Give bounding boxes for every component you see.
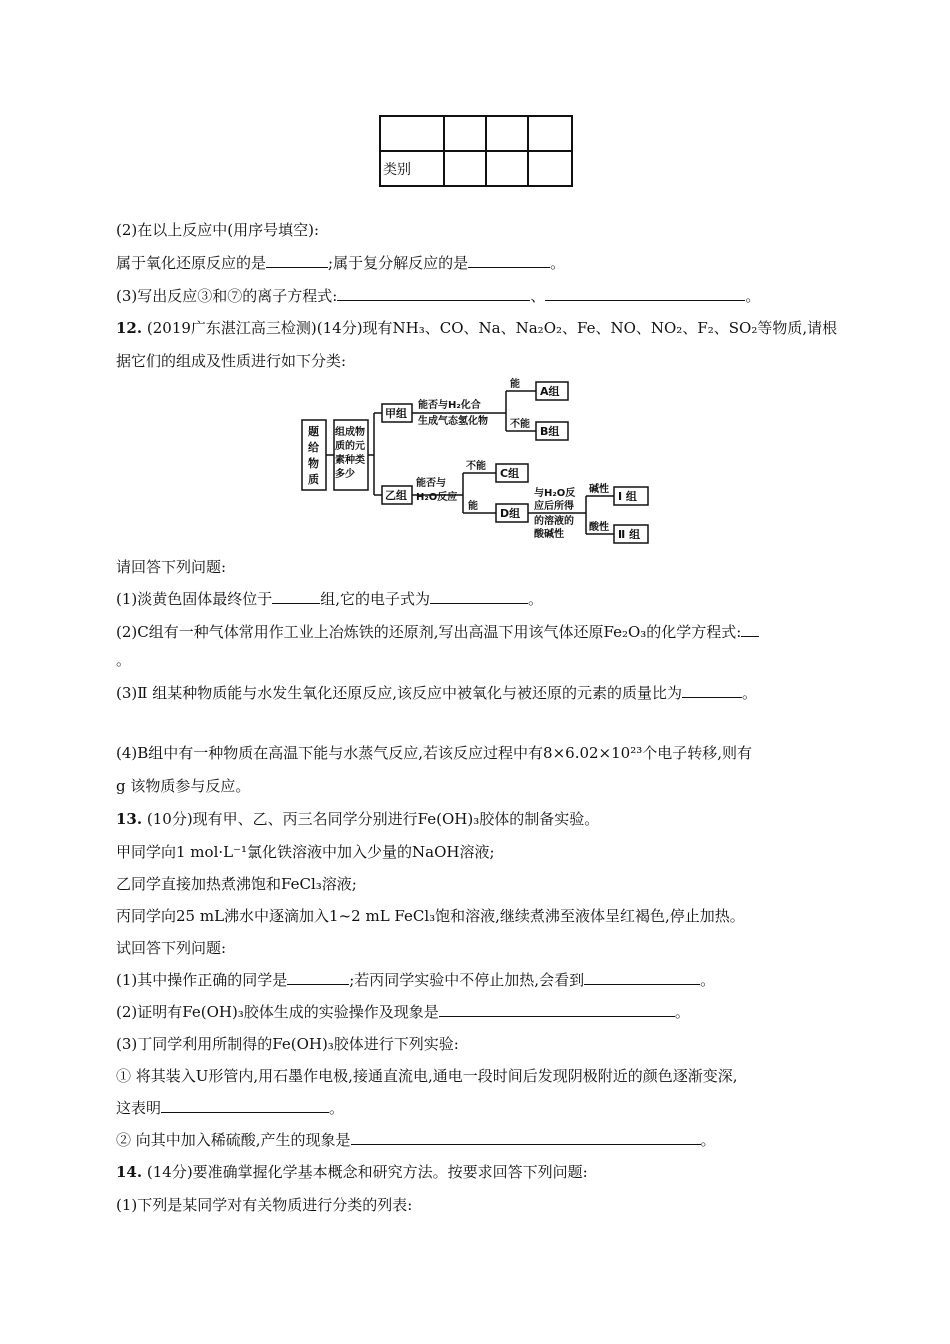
question-number: 13.: [116, 810, 143, 828]
table-cell: [380, 116, 444, 151]
q12-sub2-end: 。: [116, 651, 132, 669]
branch-yes: 能: [510, 379, 520, 390]
q13-sub2: (2)证明有Fe(OH)₃胶体生成的实验操作及现象是 。: [116, 1003, 690, 1021]
q13-stem: 13. (10分)现有甲、乙、丙三名同学分别进行Fe(OH)₃胶体的制备实验。: [116, 810, 600, 828]
q12-sub3: (3)Ⅱ 组某种物质能与水发生氧化还原反应,该反应中被氧化与被还原的元素的质量比为 。: [116, 684, 757, 702]
q13-sub3: (3)丁同学利用所制得的Fe(OH)₃胶体进行下列实验:: [116, 1035, 459, 1053]
q12-prompt: 请回答下列问题:: [116, 558, 227, 576]
q11-part2-answer: 属于氧化还原反应的是 ;属于复分解反应的是 。: [116, 254, 566, 272]
branch-basic: 碱性: [589, 484, 609, 495]
q13-prompt: 试回答下列问题:: [116, 939, 227, 957]
branch-no: 不能: [466, 461, 486, 472]
criterion-text: 素种类: [335, 455, 365, 466]
criterion-text: 组成物: [335, 427, 365, 438]
answer-blank[interactable]: [351, 1130, 701, 1145]
group-1-label: Ⅰ 组: [618, 490, 637, 503]
table-cell-category: 类别: [380, 151, 444, 186]
answer-blank[interactable]: [337, 286, 530, 301]
criterion-text: 多少: [335, 469, 355, 480]
answer-blank[interactable]: [272, 589, 320, 604]
branch-no: 不能: [510, 419, 530, 430]
q12-stem-line1: 12. (2019广东湛江高三检测)(14分)现有NH₃、CO、Na、Na₂O₂、Fe、NO、NO₂、F₂、SO₂等物质,请根: [116, 319, 838, 337]
root-char: 给: [308, 441, 319, 454]
branch-yes: 能: [468, 501, 478, 512]
group-d-label: D组: [500, 507, 521, 520]
d-question: 酸碱性: [534, 529, 564, 540]
jia-label: 甲组: [385, 407, 407, 420]
table-cell: [528, 116, 572, 151]
q14-sub1: (1)下列是某同学对有关物质进行分类的列表:: [116, 1196, 413, 1214]
q13-yi: 乙同学直接加热煮沸饱和FeCl₃溶液;: [116, 875, 357, 893]
table-cell: [486, 116, 528, 151]
q12-stem-line2: 据它们的组成及性质进行如下分类:: [116, 352, 347, 370]
jia-question: 能否与H₂化合: [418, 400, 481, 411]
table-row: [380, 116, 572, 151]
yi-question: H₂O反应: [416, 492, 458, 503]
q13-jia: 甲同学向1 mol·L⁻¹氯化铁溶液中加入少量的NaOH溶液;: [116, 843, 495, 861]
answer-blank[interactable]: [430, 589, 528, 604]
table-cell: [486, 151, 528, 186]
classification-diagram: [296, 375, 656, 550]
jia-question: 生成气态氢化物: [418, 416, 488, 427]
group-b-label: B组: [540, 425, 560, 438]
answer-blank[interactable]: [468, 253, 550, 268]
table-cell: [528, 151, 572, 186]
root-char: 质: [308, 473, 319, 486]
yi-label: 乙组: [385, 489, 407, 502]
table-cell: [444, 116, 486, 151]
q13-sub3a-line2: 这表明 。: [116, 1099, 345, 1117]
question-number: 14.: [116, 1163, 143, 1181]
group-a-label: A组: [540, 385, 560, 398]
answer-blank[interactable]: [682, 683, 742, 698]
classification-table: [379, 115, 573, 187]
yi-question: 能否与: [416, 478, 446, 489]
d-question: 应后所得: [534, 501, 574, 512]
q13-sub3a: ① 将其装入U形管内,用石墨作电极,接通直流电,通电一段时间后发现阴极附近的颜色逐渐变深,: [116, 1067, 738, 1085]
answer-blank[interactable]: [266, 253, 328, 268]
answer-blank[interactable]: [545, 286, 745, 301]
d-question: 与H₂O反: [534, 488, 576, 499]
q13-sub1: (1)其中操作正确的同学是 ;若丙同学实验中不停止加热,会看到 。: [116, 971, 716, 989]
root-char: 题: [308, 425, 319, 438]
group-2-label: Ⅱ 组: [618, 528, 641, 541]
d-question: 的溶液的: [534, 516, 574, 527]
q12-sub1: (1)淡黄色固体最终位于 组,它的电子式为 。: [116, 590, 544, 608]
answer-blank[interactable]: [161, 1098, 329, 1113]
q14-stem: 14. (14分)要准确掌握化学基本概念和研究方法。按要求回答下列问题:: [116, 1163, 588, 1181]
q11-part2: (2)在以上反应中(用序号填空):: [116, 221, 320, 239]
group-c-label: C组: [500, 467, 520, 480]
q13-sub3b: ② 向其中加入稀硫酸,产生的现象是 。: [116, 1131, 716, 1149]
answer-blank[interactable]: [741, 622, 759, 637]
criterion-text: 质的元: [335, 441, 365, 452]
root-char: 物: [308, 457, 319, 470]
answer-blank[interactable]: [439, 1002, 675, 1017]
table-row: [380, 151, 572, 186]
table-cell: [444, 151, 486, 186]
answer-blank[interactable]: [584, 970, 700, 985]
question-number: 12.: [116, 319, 143, 337]
answer-blank[interactable]: [287, 970, 349, 985]
branch-acidic: 酸性: [589, 522, 609, 533]
q12-sub2: (2)C组有一种气体常用作工业上冶炼铁的还原剂,写出高温下用该气体还原Fe₂O₃的化学方程式:: [116, 622, 759, 642]
q12-sub4: (4)B组中有一种物质在高温下能与水蒸气反应,若该反应过程中有8×6.02×10²³个电子转移,则有: [116, 744, 753, 762]
q12-sub4-line2: g 该物质参与反应。: [116, 777, 251, 795]
q13-bing: 丙同学向25 mL沸水中逐滴加入1~2 mL FeCl₃饱和溶液,继续煮沸至液体呈红褐色,停止加热。: [116, 907, 745, 925]
q11-part3: (3)写出反应③和⑦的离子方程式: 、 。: [116, 287, 761, 305]
